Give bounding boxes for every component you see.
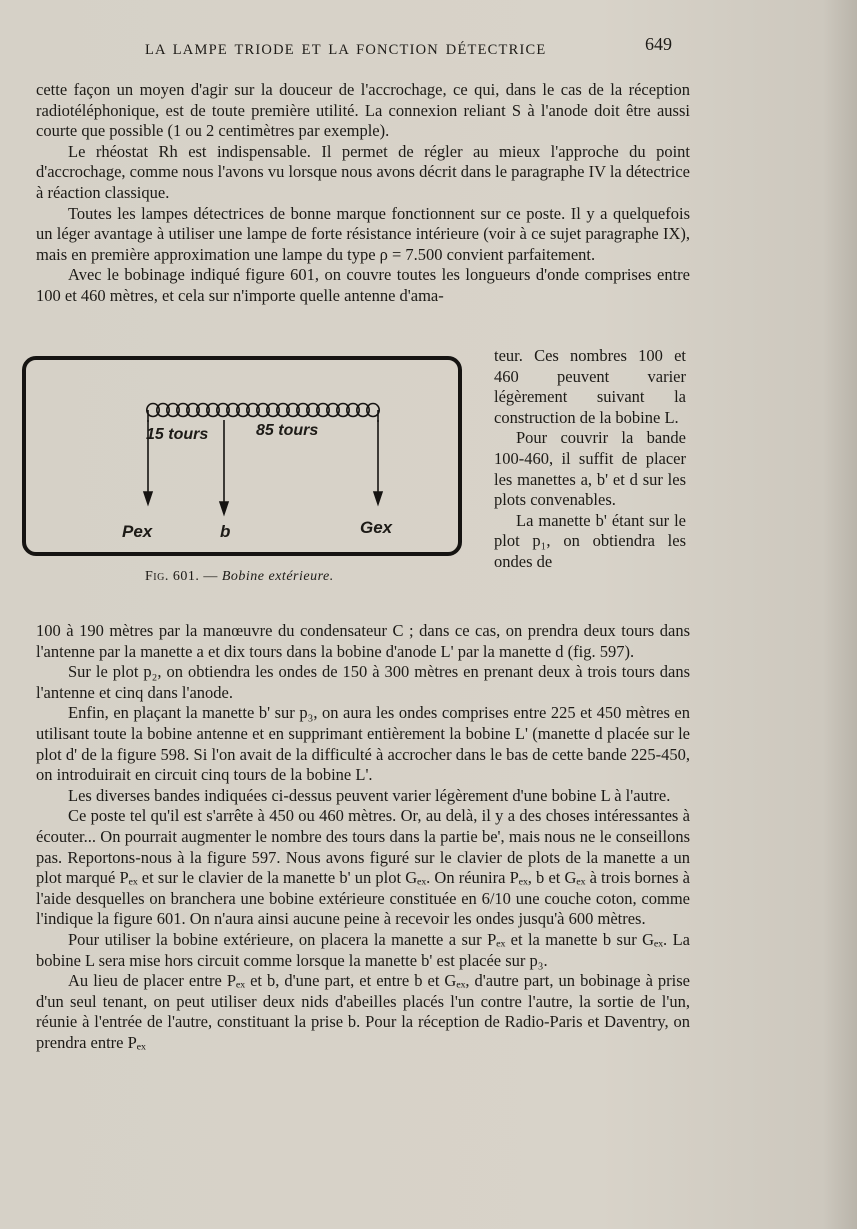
figure-caption: [145, 569, 334, 585]
arrow-gex: [374, 492, 382, 504]
terminal-pex: Pex: [122, 522, 153, 541]
paragraph: Toutes les lampes détectrices de bonne marque fonctionnent sur ce poste. Il y a quelquefois un léger avantage à utiliser une lampe de forte résistance intérieure (voir à ce sujet paragraphe IX), mais en première approximation une lampe du type ρ = 7.500 convient parfaitement.: [36, 203, 690, 264]
label-85-tours: 85 tours: [256, 422, 319, 439]
paragraph: Ce poste tel qu'il est s'arrête à 450 ou 460 mètres. Or, au delà, il y a des choses intéressantes à écouter... On pourrait augmenter le nombre des tours dans la partie be', mais nous ne le conseillons pas. Reportons-nous à la figure 597. Nous avons figuré sur le clavier de plots de la manette a un plot marqué Pₑₓ et sur le clavier de la manette b' un plot Gₑₓ. On réunira Pₑₓ, b et Gₑₓ à trois bornes à l'aide desquelles on branchera une bobine extérieure constituée en 6/10 une couche coton, comme l'indique la figure 601. On n'aura ainsi aucune peine à recevoir les ondes jusqu'à 600 mètres.: [36, 806, 690, 929]
paragraph: Le rhéostat Rh est indispensable. Il permet de régler au mieux l'approche du point d'accrochage, comme nous l'avons vu lorsque nous avons décrit dans le paragraphe IV la détectrice à réaction classique.: [36, 141, 690, 202]
caption-title: Bobine extérieure.: [221, 569, 334, 584]
page-number: 649: [645, 34, 672, 54]
paragraph: 100 à 190 mètres par la manœuvre du condensateur C ; dans ce cas, on prendra deux tours dans l'antenne par la manette a et dix tours dans la bobine d'anode L' par la manette d (fig. 597).: [36, 621, 690, 661]
paragraph: Sur le plot p₂, on obtiendra les ondes de 150 à 300 mètres en prenant deux à trois tours dans l'antenne et cinq dans l'anode.: [36, 662, 690, 702]
caption-number: Fig. 601.: [145, 569, 200, 584]
terminal-b: b: [220, 522, 231, 541]
text-side-column: [494, 346, 686, 573]
text-block-bottom: [36, 621, 690, 1053]
figure-601-frame: [22, 356, 462, 556]
arrow-pex: [144, 492, 152, 504]
paragraph: teur. Ces nombres 100 et 460 peuvent varier légèrement suivant la construction de la bobine L.: [494, 346, 686, 427]
arrow-b: [220, 502, 228, 514]
paragraph: Pour couvrir la bande 100-460, il suffit de placer les manettes a, b' et d sur les plots convenables.: [494, 428, 686, 510]
paragraph: Au lieu de placer entre Pₑₓ et b, d'une part, et entre b et Gₑₓ, d'autre part, un bobinage à prise d'un seul tenant, on peut utiliser deux nids d'abeilles placés l'un contre l'autre, la sortie de l'un, réunie à l'entrée de l'autre, constituant la prise b. Pour la réception de Radio-Paris et Daventry, on prendra entre Pₑₓ: [36, 971, 690, 1052]
caption-dash: —: [203, 569, 218, 584]
paragraph: Avec le bobinage indiqué figure 601, on couvre toutes les longueurs d'onde comprises entre 100 et 460 mètres, et cela sur n'importe quelle antenne d'ama-: [36, 265, 690, 305]
coil-diagram: [26, 360, 458, 552]
paragraph: Les diverses bandes indiquées ci-dessus peuvent varier légèrement d'une bobine L à l'autre.: [68, 785, 671, 805]
running-head: LA LAMPE TRIODE ET LA FONCTION DÉTECTRICE: [145, 42, 547, 58]
paragraph: Enfin, en plaçant la manette b' sur p₃, on aura les ondes comprises entre 225 et 450 mètres en utilisant toute la bobine antenne et en supprimant entièrement la bobine L' (manette d placée sur le plot d' de la figure 598. Si l'on avait de la difficulté à accrocher dans le bas de cette bande 225-450, on introduirait en circuit cinq tours de la bobine L'.: [36, 703, 690, 785]
paragraph: cette façon un moyen d'agir sur la douceur de l'accrochage, ce qui, dans le cas de la réception radiotéléphonique, est de toute première utilité. La connexion reliant S à l'anode doit être aussi courte que possible (1 ou 2 centimètres par exemple).: [36, 80, 690, 141]
terminal-gex: Gex: [360, 518, 393, 537]
label-15-tours: 15 tours: [146, 426, 209, 443]
paragraph: Pour utiliser la bobine extérieure, on placera la manette a sur Pₑₓ et la manette b sur Gₑₓ. La bobine L sera mise hors circuit comme lorsque la manette b' est placée sur p₃.: [36, 929, 690, 970]
paragraph: La manette b' étant sur le plot p₁, on obtiendra les ondes de: [494, 510, 686, 571]
text-block-top: [36, 80, 690, 307]
